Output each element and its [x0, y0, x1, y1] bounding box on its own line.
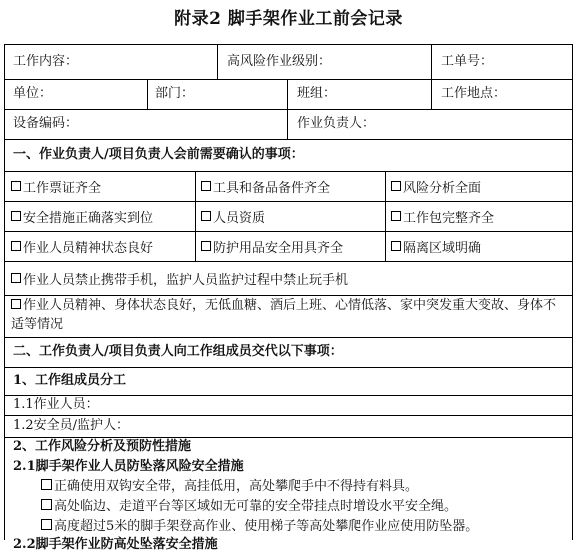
checkbox-icon[interactable] — [11, 241, 21, 251]
risk-heading: 2、工作风险分析及预防性措施 — [13, 439, 192, 454]
checkbox-icon[interactable] — [201, 181, 211, 191]
checkbox-label: 风险分析全面 — [403, 180, 482, 196]
division-heading: 1、工作组成员分工 — [13, 373, 127, 388]
work-leader-field[interactable]: 作业负责人： — [297, 116, 376, 131]
checkbox-isolation-area[interactable] — [385, 231, 574, 261]
page-title: 附录2 脚手架作业工前会记录 — [174, 9, 403, 29]
col-divider — [287, 109, 288, 139]
checkbox-label: 作业人员禁止携带手机，监护人员监护过程中禁止玩手机 — [23, 272, 349, 288]
checkbox-label: 隔离区域明确 — [403, 240, 482, 256]
measure-label: 高度超过5米的脚手架登高作业、使用梯子等高处攀爬作业应使用防坠器。 — [54, 519, 479, 534]
cutoff-heading: 2.2脚手架作业防高处坠落安全措施 — [13, 537, 218, 552]
fall-measures-heading: 2.1脚手架作业人员防坠落风险安全措施 — [13, 459, 244, 474]
col-divider — [431, 79, 432, 109]
checkbox-risk-analysis[interactable] — [385, 171, 574, 201]
checkbox-icon[interactable] — [11, 273, 21, 283]
measure-item[interactable] — [41, 517, 478, 537]
measure-item[interactable] — [41, 497, 457, 517]
checkbox-label: 人员资质 — [213, 210, 266, 226]
col-divider — [217, 45, 218, 79]
col-divider — [431, 45, 432, 79]
checkbox-label: 作业人员精神状态良好 — [23, 240, 154, 256]
meeting-record-table — [4, 44, 573, 552]
checkbox-icon[interactable] — [41, 479, 52, 490]
checkbox-work-package[interactable] — [385, 201, 574, 231]
checkbox-label: 工作包完整齐全 — [403, 210, 495, 226]
checkbox-label: 工具和备品备件齐全 — [213, 180, 331, 196]
checkbox-icon[interactable] — [391, 211, 401, 221]
unit-field[interactable]: 单位： — [13, 86, 53, 101]
checkbox-icon[interactable] — [201, 241, 211, 251]
equipment-code-field[interactable]: 设备编码： — [13, 116, 79, 131]
checkbox-icon[interactable] — [391, 181, 401, 191]
section1-heading: 一、作业负责人/项目负责人会前需要确认的事项： — [13, 147, 304, 162]
risk-level-field[interactable]: 高风险作业级别： — [227, 54, 332, 69]
section2-heading: 二、工作负责人/项目负责人向工作组成员交代以下事项： — [13, 344, 343, 359]
checkbox-label: 防护用品安全用具齐全 — [213, 240, 344, 256]
checkbox-icon[interactable] — [41, 519, 52, 530]
col-divider — [287, 79, 288, 109]
checkbox-ticket-complete[interactable] — [5, 171, 195, 201]
checkbox-label: 作业人员精神、身体状态良好，无低血糖、酒后上班、心情低落、家中突发重大变故、身体不适等情况 — [11, 298, 557, 332]
work-location-field[interactable]: 工作地点： — [441, 86, 507, 101]
checkbox-protective-gear[interactable] — [195, 231, 385, 261]
checkbox-label: 工作票证齐全 — [23, 180, 102, 196]
measure-label: 高处临边、走道平台等区域如无可靠的安全带挂点时增设水平安全绳。 — [54, 499, 458, 514]
checkbox-icon[interactable] — [391, 241, 401, 251]
checkbox-health-rule[interactable] — [11, 296, 567, 337]
checkbox-tools-complete[interactable] — [195, 171, 385, 201]
workers-field[interactable]: 1.1作业人员： — [13, 397, 99, 412]
checkbox-safety-measures[interactable] — [5, 201, 195, 231]
col-divider — [147, 79, 148, 109]
department-field[interactable]: 部门： — [155, 86, 195, 101]
checkbox-phone-rule[interactable] — [5, 261, 574, 295]
checkbox-mental-state[interactable] — [5, 231, 195, 261]
checkbox-label: 安全措施正确落实到位 — [23, 210, 154, 226]
measure-label: 正确使用双钩安全带，高挂低用，高处攀爬手中不得持有料具。 — [54, 479, 419, 494]
checkbox-qualification[interactable] — [195, 201, 385, 231]
checkbox-icon[interactable] — [41, 499, 52, 510]
measure-item[interactable] — [41, 477, 418, 497]
safety-officer-field[interactable]: 1.2安全员/监护人： — [13, 418, 130, 433]
checkbox-icon[interactable] — [11, 299, 21, 309]
checkbox-icon[interactable] — [11, 211, 21, 221]
row-divider — [5, 109, 572, 110]
team-field[interactable]: 班组： — [297, 86, 337, 101]
ticket-number-field[interactable]: 工单号： — [441, 54, 494, 69]
checkbox-icon[interactable] — [201, 211, 211, 221]
checkbox-icon[interactable] — [11, 181, 21, 191]
work-content-field[interactable]: 工作内容： — [13, 54, 79, 69]
